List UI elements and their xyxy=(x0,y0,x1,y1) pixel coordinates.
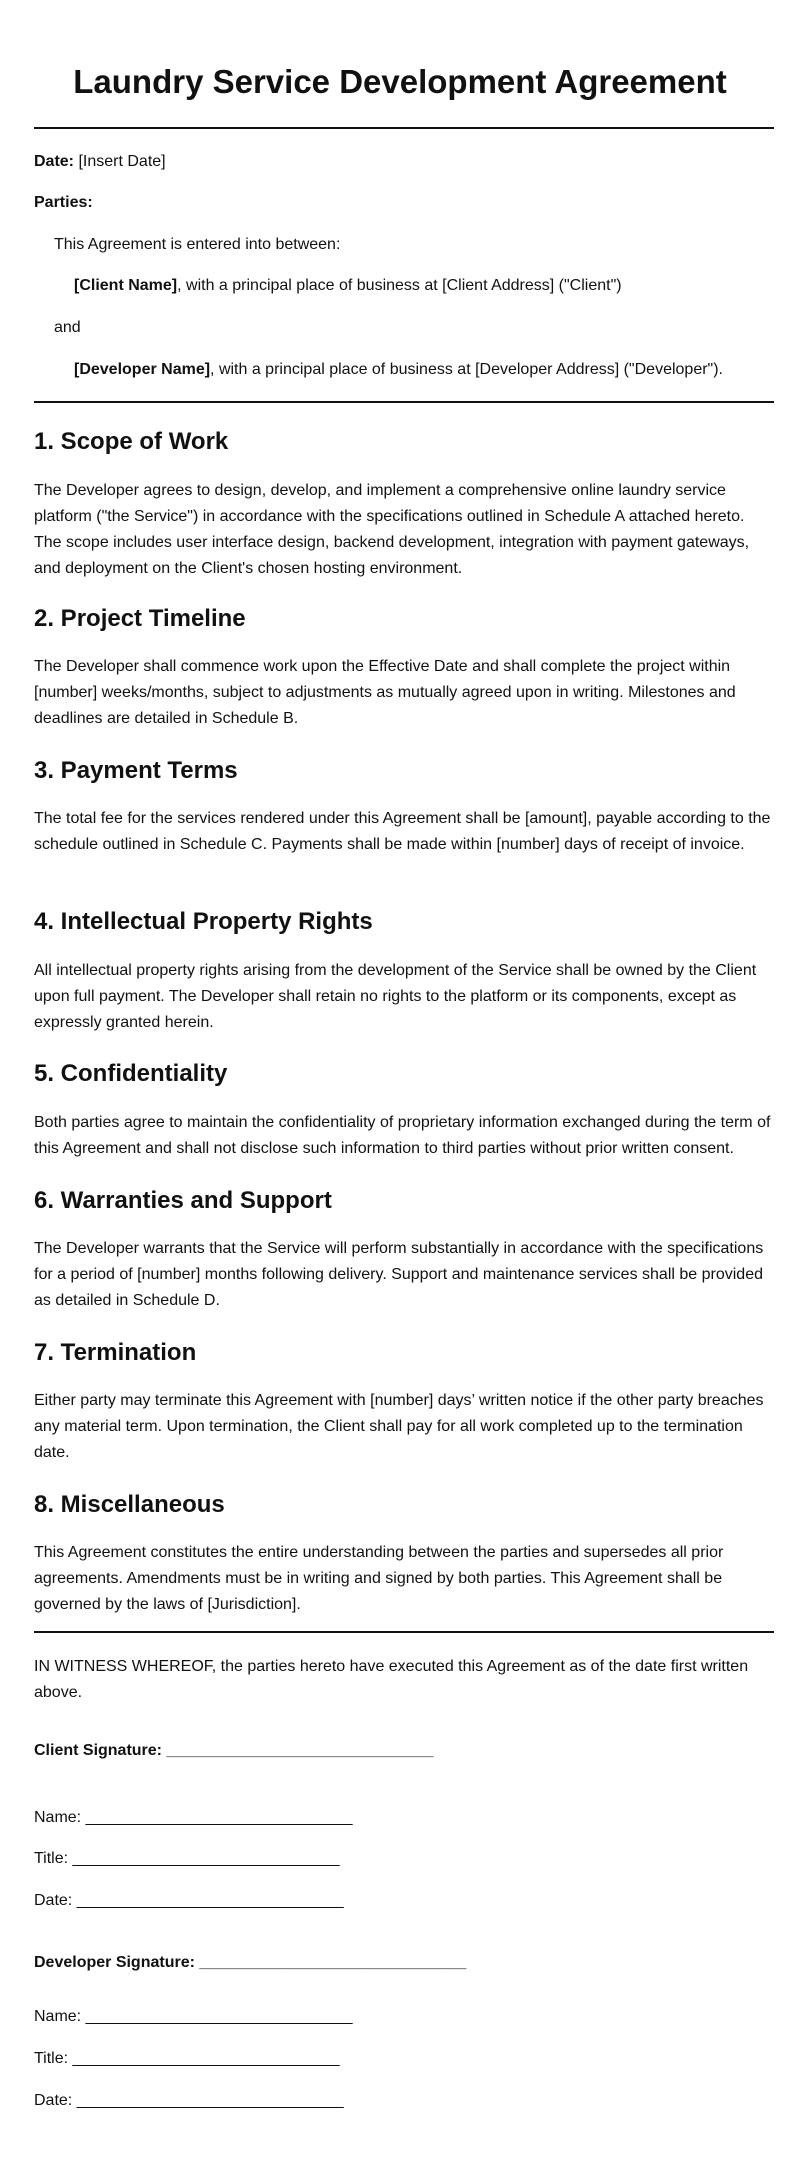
section-heading: 6. Warranties and Support xyxy=(34,1187,332,1214)
client-date-line: Date: ______________________________ xyxy=(34,1892,344,1909)
section-body: The total fee for the services rendered under this Agreement shall be [amount], payable according to the schedule outlined in Schedule C. Payments shall be made within [number] days of receipt of invoice. xyxy=(34,810,771,853)
section-heading: 1. Scope of Work xyxy=(34,428,229,455)
date-value: [Insert Date] xyxy=(78,153,166,170)
developer-title-line: Title: ______________________________ xyxy=(34,2050,340,2067)
section-body: Either party may terminate this Agreement with [number] days’ written notice if the other party breaches any material term. Upon termination, the Client shall pay for all work completed up to the termination date. xyxy=(34,1392,764,1461)
client-name: [Client Name] xyxy=(74,277,178,294)
developer-address: , with a principal place of business at [Developer Address] ("Developer"). xyxy=(210,361,723,378)
page-title: Laundry Service Development Agreement xyxy=(73,63,727,100)
section-body: The Developer shall commence work upon the Effective Date and shall complete the project within [number] weeks/months, subject to adjustments as mutually agreed upon in writing. Milestones and deadlines are detailed in Schedule B. xyxy=(34,658,736,727)
date-label: Date: xyxy=(34,153,75,170)
developer-signature-line: Developer Signature: ______________________________ xyxy=(34,1954,467,1971)
client-name-line: Name: ______________________________ xyxy=(34,1809,353,1826)
section-body: The Developer agrees to design, develop, and implement a comprehensive online laundry service platform ("the Service") in accordance with the specifications outlined in Schedule A attached hereto. The scope includes user interface design, backend development, integration with payment gateways, and deployment on the Client's chosen hosting environment. xyxy=(34,482,750,577)
divider xyxy=(34,401,774,403)
parties-intro: This Agreement is entered into between: xyxy=(54,236,341,253)
section-heading: 5. Confidentiality xyxy=(34,1060,228,1087)
client-address: , with a principal place of business at [Client Address] ("Client") xyxy=(177,277,622,294)
divider xyxy=(34,127,774,129)
section-heading: 3. Payment Terms xyxy=(34,757,238,784)
witness-statement: IN WITNESS WHEREOF, the parties hereto have executed this Agreement as of the date first written above. xyxy=(34,1658,749,1701)
section-body: All intellectual property rights arising from the development of the Service shall be owned by the Client upon full payment. The Developer shall retain no rights to the platform or its components, except as expressly granted herein. xyxy=(34,962,757,1031)
developer-name: [Developer Name] xyxy=(74,361,211,378)
date-line xyxy=(34,149,166,175)
divider xyxy=(34,1631,774,1633)
section-body: The Developer warrants that the Service will perform substantially in accordance with the specifications for a period of [number] months following delivery. Support and maintenance services shall be provided as detailed in Schedule D. xyxy=(34,1240,764,1309)
client-title-line: Title: ______________________________ xyxy=(34,1850,340,1867)
section-heading: 2. Project Timeline xyxy=(34,605,246,632)
section-body: Both parties agree to maintain the confidentiality of proprietary information exchanged during the term of this Agreement and shall not disclose such information to third parties without prior written consent. xyxy=(34,1114,771,1157)
developer-party xyxy=(74,357,723,383)
client-signature-line: Client Signature: ______________________________ xyxy=(34,1742,434,1759)
section-heading: 8. Miscellaneous xyxy=(34,1491,225,1518)
section-body: This Agreement constitutes the entire understanding between the parties and supersedes all prior agreements. Amendments must be in writing and signed by both parties. This Agreement shall be governed by the laws of [Jurisdiction]. xyxy=(34,1544,724,1613)
section-heading: 4. Intellectual Property Rights xyxy=(34,908,373,935)
parties-label: Parties: xyxy=(34,194,93,211)
developer-date-line: Date: ______________________________ xyxy=(34,2092,344,2109)
developer-name-line: Name: ______________________________ xyxy=(34,2008,353,2025)
section-heading: 7. Termination xyxy=(34,1339,197,1366)
parties-and: and xyxy=(54,319,81,336)
client-party xyxy=(74,273,622,299)
